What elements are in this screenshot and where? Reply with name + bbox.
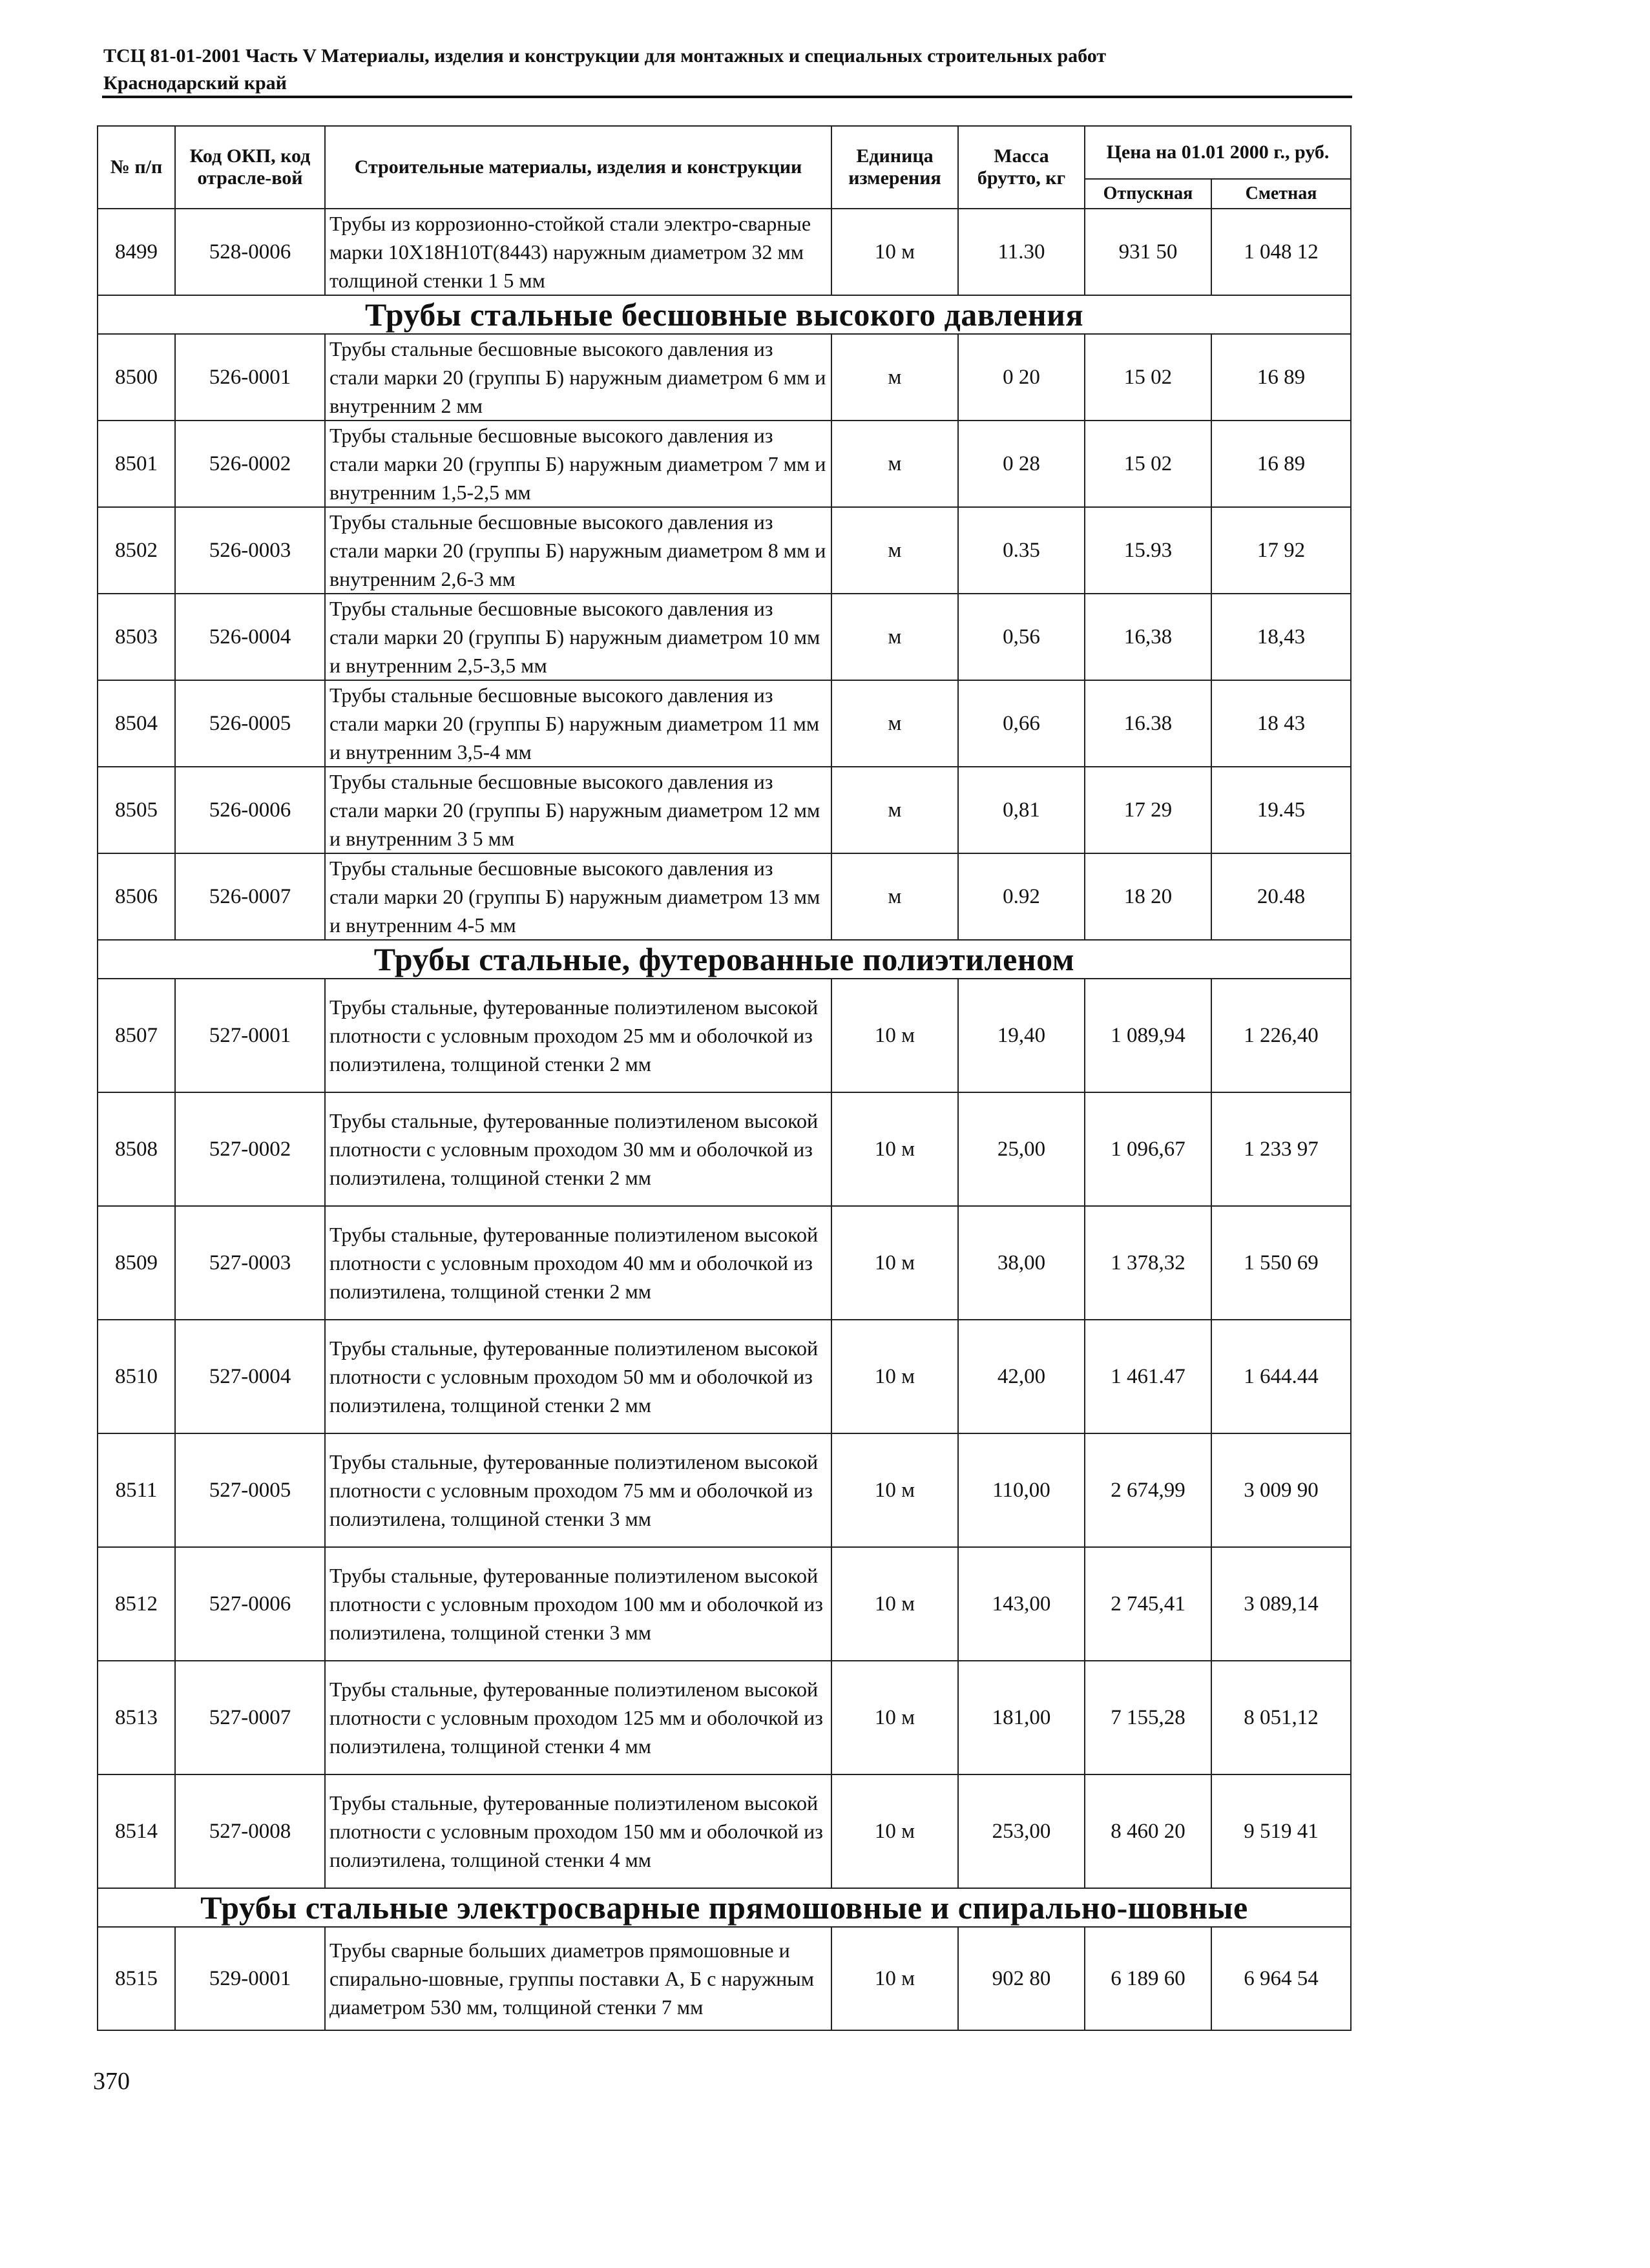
row-number: 8502 (98, 507, 175, 594)
row-price-release: 1 089,94 (1085, 979, 1211, 1092)
row-unit: м (831, 507, 958, 594)
row-description: Трубы сварные больших диаметров прямошовные и спирально-шовные, группы поставки А, Б с наружным диаметром 530 мм, толщиной стенки 7 мм (325, 1927, 831, 2030)
row-unit: 10 м (831, 1206, 958, 1320)
section-title: Трубы стальные, футерованные полиэтиленом (98, 940, 1351, 979)
row-mass: 19,40 (958, 979, 1085, 1092)
header-rule (102, 96, 1352, 98)
row-mass: 38,00 (958, 1206, 1085, 1320)
row-price-estimate: 19.45 (1211, 767, 1351, 853)
row-number: 8505 (98, 767, 175, 853)
row-price-release: 1 378,32 (1085, 1206, 1211, 1320)
row-description: Трубы стальные бесшовные высокого давления из стали марки 20 (группы Б) наружным диаметром 11 мм и внутренним 3,5-4 мм (325, 680, 831, 767)
row-code: 527-0006 (175, 1547, 325, 1661)
row-price-release: 16,38 (1085, 594, 1211, 680)
table-row (98, 209, 1351, 295)
table-body (98, 209, 1351, 2030)
row-description: Трубы из коррозионно-стойкой стали электро-сварные марки 10Х18Н10Т(8443) наружным диаметром 32 мм толщиной стенки 1 5 мм (325, 209, 831, 295)
row-price-release: 17 29 (1085, 767, 1211, 853)
row-unit: 10 м (831, 1092, 958, 1206)
row-price-estimate: 16 89 (1211, 334, 1351, 421)
row-mass: 0,66 (958, 680, 1085, 767)
row-number: 8515 (98, 1927, 175, 2030)
row-code: 527-0001 (175, 979, 325, 1092)
col-header-price-release: Отпускная (1085, 179, 1211, 209)
header-title: ТСЦ 81-01-2001 Часть V Материалы, изделия и конструкции для монтажных и специальных строительных работ (103, 45, 1107, 67)
row-number: 8500 (98, 334, 175, 421)
table-row (98, 680, 1351, 767)
section-title: Трубы стальные электросварные прямошовные и спирально-шовные (98, 1888, 1351, 1927)
row-description: Трубы стальные, футерованные полиэтиленом высокой плотности с условным проходом 25 мм и оболочкой из полиэтилена, толщиной стенки 2 мм (325, 979, 831, 1092)
row-number: 8504 (98, 680, 175, 767)
table-row (98, 1433, 1351, 1547)
row-number: 8510 (98, 1320, 175, 1433)
row-mass: 0.35 (958, 507, 1085, 594)
row-price-release: 2 674,99 (1085, 1433, 1211, 1547)
row-price-estimate: 1 226,40 (1211, 979, 1351, 1092)
row-price-estimate: 8 051,12 (1211, 1661, 1351, 1774)
row-price-release: 15.93 (1085, 507, 1211, 594)
row-mass: 42,00 (958, 1320, 1085, 1433)
section-row (98, 940, 1351, 979)
row-code: 526-0002 (175, 421, 325, 507)
row-code: 526-0004 (175, 594, 325, 680)
col-header-mass: Масса брутто, кг (958, 126, 1085, 209)
row-price-release: 16.38 (1085, 680, 1211, 767)
col-header-code: Код ОКП, код отрасле-вой (175, 126, 325, 209)
row-unit: 10 м (831, 1320, 958, 1433)
table-row (98, 1206, 1351, 1320)
row-code: 527-0003 (175, 1206, 325, 1320)
row-number: 8507 (98, 979, 175, 1092)
row-number: 8511 (98, 1433, 175, 1547)
row-unit: 10 м (831, 1661, 958, 1774)
table-row (98, 1320, 1351, 1433)
row-mass: 902 80 (958, 1927, 1085, 2030)
row-number: 8512 (98, 1547, 175, 1661)
table-row (98, 1092, 1351, 1206)
row-price-release: 2 745,41 (1085, 1547, 1211, 1661)
table-row (98, 1547, 1351, 1661)
row-code: 527-0005 (175, 1433, 325, 1547)
row-unit: 10 м (831, 979, 958, 1092)
row-price-estimate: 18 43 (1211, 680, 1351, 767)
row-description: Трубы стальные, футерованные полиэтиленом высокой плотности с условным проходом 100 мм и оболочкой из полиэтилена, толщиной стенки 3 мм (325, 1547, 831, 1661)
col-header-price-estimate: Сметная (1211, 179, 1351, 209)
row-code: 529-0001 (175, 1927, 325, 2030)
row-code: 527-0004 (175, 1320, 325, 1433)
row-price-estimate: 16 89 (1211, 421, 1351, 507)
row-description: Трубы стальные, футерованные полиэтиленом высокой плотности с условным проходом 30 мм и оболочкой из полиэтилена, толщиной стенки 2 мм (325, 1092, 831, 1206)
row-unit: м (831, 594, 958, 680)
table-row (98, 507, 1351, 594)
row-description: Трубы стальные, футерованные полиэтиленом высокой плотности с условным проходом 150 мм и оболочкой из полиэтилена, толщиной стенки 4 мм (325, 1774, 831, 1888)
col-header-unit: Единица измерения (831, 126, 958, 209)
section-row (98, 295, 1351, 334)
row-price-estimate: 17 92 (1211, 507, 1351, 594)
row-mass: 110,00 (958, 1433, 1085, 1547)
table-row (98, 853, 1351, 940)
row-price-estimate: 3 089,14 (1211, 1547, 1351, 1661)
table-row (98, 421, 1351, 507)
row-price-release: 931 50 (1085, 209, 1211, 295)
row-unit: 10 м (831, 209, 958, 295)
row-number: 8506 (98, 853, 175, 940)
col-header-num: № п/п (98, 126, 175, 209)
table-row (98, 1774, 1351, 1888)
row-unit: 10 м (831, 1927, 958, 2030)
row-code: 526-0005 (175, 680, 325, 767)
row-price-release: 6 189 60 (1085, 1927, 1211, 2030)
row-unit: м (831, 853, 958, 940)
row-code: 526-0006 (175, 767, 325, 853)
row-code: 526-0007 (175, 853, 325, 940)
col-header-name: Строительные материалы, изделия и конструкции (325, 126, 831, 209)
row-number: 8508 (98, 1092, 175, 1206)
section-row (98, 1888, 1351, 1927)
row-description: Трубы стальные бесшовные высокого давления из стали марки 20 (группы Б) наружным диаметром 13 мм и внутренним 4-5 мм (325, 853, 831, 940)
row-price-release: 1 096,67 (1085, 1092, 1211, 1206)
row-mass: 0 28 (958, 421, 1085, 507)
table-row (98, 1927, 1351, 2030)
row-price-estimate: 1 048 12 (1211, 209, 1351, 295)
row-number: 8503 (98, 594, 175, 680)
row-unit: м (831, 767, 958, 853)
page-number: 370 (93, 2068, 130, 2095)
row-unit: м (831, 421, 958, 507)
row-mass: 0 20 (958, 334, 1085, 421)
row-mass: 253,00 (958, 1774, 1085, 1888)
row-price-estimate: 9 519 41 (1211, 1774, 1351, 1888)
row-code: 528-0006 (175, 209, 325, 295)
row-number: 8514 (98, 1774, 175, 1888)
row-unit: 10 м (831, 1547, 958, 1661)
row-mass: 25,00 (958, 1092, 1085, 1206)
row-price-estimate: 18,43 (1211, 594, 1351, 680)
row-price-release: 15 02 (1085, 421, 1211, 507)
row-code: 527-0002 (175, 1092, 325, 1206)
row-price-release: 8 460 20 (1085, 1774, 1211, 1888)
row-description: Трубы стальные бесшовные высокого давления из стали марки 20 (группы Б) наружным диаметром 10 мм и внутренним 2,5-3,5 мм (325, 594, 831, 680)
row-price-estimate: 1 644.44 (1211, 1320, 1351, 1433)
row-price-release: 18 20 (1085, 853, 1211, 940)
row-price-release: 15 02 (1085, 334, 1211, 421)
row-price-estimate: 20.48 (1211, 853, 1351, 940)
table-row (98, 1661, 1351, 1774)
section-title: Трубы стальные бесшовные высокого давления (98, 295, 1351, 334)
row-mass: 143,00 (958, 1547, 1085, 1661)
header-region: Краснодарский край (103, 72, 287, 94)
price-table (97, 125, 1352, 2031)
row-description: Трубы стальные бесшовные высокого давления из стали марки 20 (группы Б) наружным диаметром 8 мм и внутренним 2,6-3 мм (325, 507, 831, 594)
row-mass: 11.30 (958, 209, 1085, 295)
row-number: 8501 (98, 421, 175, 507)
row-price-estimate: 3 009 90 (1211, 1433, 1351, 1547)
row-number: 8513 (98, 1661, 175, 1774)
row-code: 527-0007 (175, 1661, 325, 1774)
row-price-estimate: 1 550 69 (1211, 1206, 1351, 1320)
row-mass: 0.92 (958, 853, 1085, 940)
row-mass: 0,56 (958, 594, 1085, 680)
row-description: Трубы стальные бесшовные высокого давления из стали марки 20 (группы Б) наружным диаметром 6 мм и внутренним 2 мм (325, 334, 831, 421)
row-code: 527-0008 (175, 1774, 325, 1888)
row-description: Трубы стальные, футерованные полиэтиленом высокой плотности с условным проходом 75 мм и оболочкой из полиэтилена, толщиной стенки 3 мм (325, 1433, 831, 1547)
row-mass: 0,81 (958, 767, 1085, 853)
row-mass: 181,00 (958, 1661, 1085, 1774)
table-row (98, 594, 1351, 680)
table-row (98, 979, 1351, 1092)
row-description: Трубы стальные, футерованные полиэтиленом высокой плотности с условным проходом 40 мм и оболочкой из полиэтилена, толщиной стенки 2 мм (325, 1206, 831, 1320)
row-code: 526-0003 (175, 507, 325, 594)
row-unit: м (831, 680, 958, 767)
row-code: 526-0001 (175, 334, 325, 421)
row-number: 8499 (98, 209, 175, 295)
row-price-release: 1 461.47 (1085, 1320, 1211, 1433)
row-price-estimate: 1 233 97 (1211, 1092, 1351, 1206)
row-unit: 10 м (831, 1433, 958, 1547)
table-row (98, 334, 1351, 421)
row-price-estimate: 6 964 54 (1211, 1927, 1351, 2030)
row-unit: м (831, 334, 958, 421)
row-number: 8509 (98, 1206, 175, 1320)
col-header-price: Цена на 01.01 2000 г., руб. (1085, 126, 1351, 179)
table-row (98, 767, 1351, 853)
row-description: Трубы стальные бесшовные высокого давления из стали марки 20 (группы Б) наружным диаметром 12 мм и внутренним 3 5 мм (325, 767, 831, 853)
page-header (103, 43, 1350, 97)
row-description: Трубы стальные, футерованные полиэтиленом высокой плотности с условным проходом 50 мм и оболочкой из полиэтилена, толщиной стенки 2 мм (325, 1320, 831, 1433)
row-description: Трубы стальные бесшовные высокого давления из стали марки 20 (группы Б) наружным диаметром 7 мм и внутренним 1,5-2,5 мм (325, 421, 831, 507)
row-price-release: 7 155,28 (1085, 1661, 1211, 1774)
row-description: Трубы стальные, футерованные полиэтиленом высокой плотности с условным проходом 125 мм и оболочкой из полиэтилена, толщиной стенки 4 мм (325, 1661, 831, 1774)
row-unit: 10 м (831, 1774, 958, 1888)
